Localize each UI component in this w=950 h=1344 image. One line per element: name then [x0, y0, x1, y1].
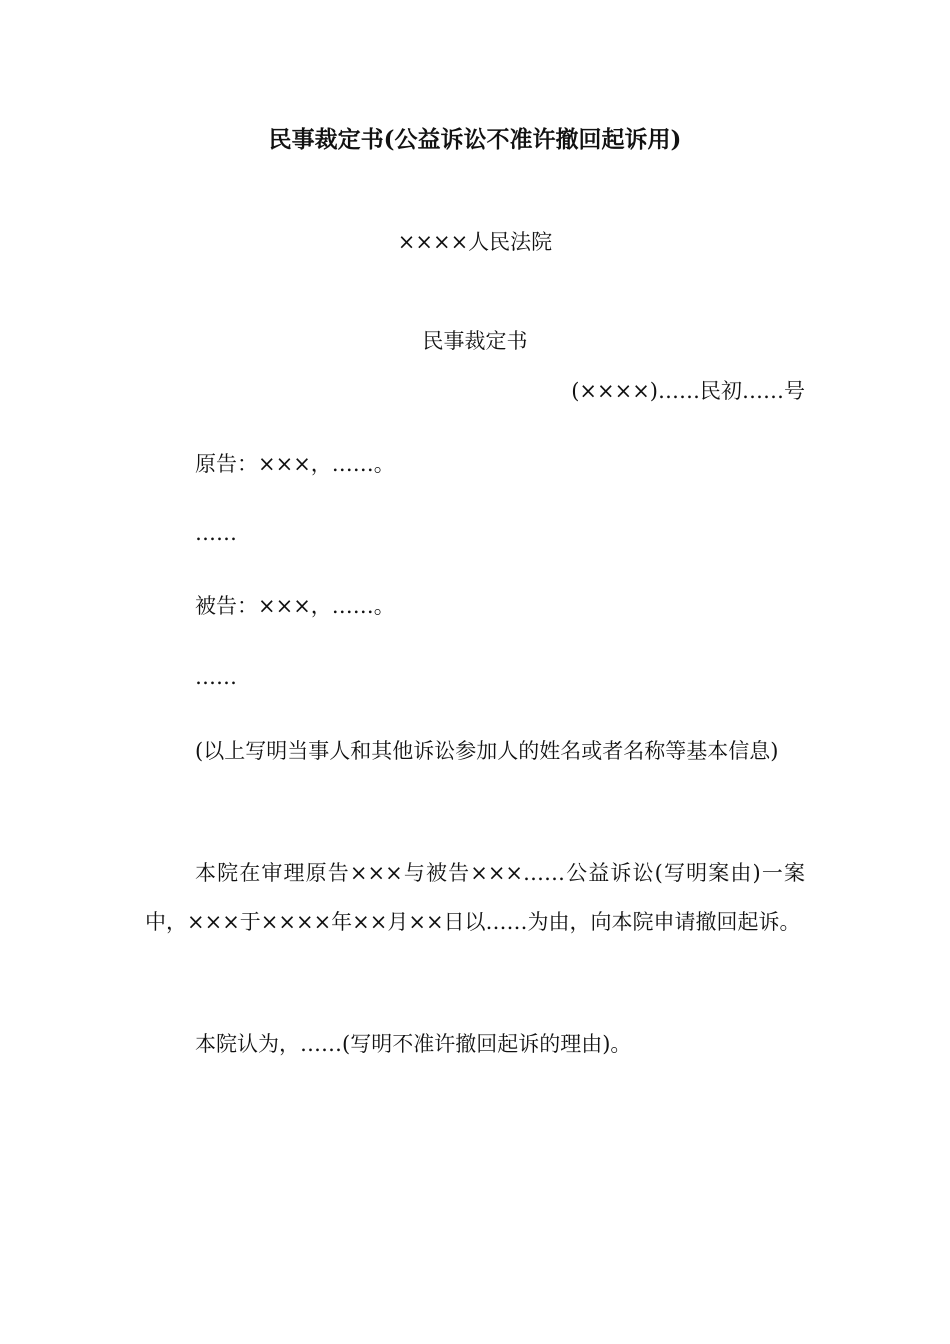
case-facts-paragraph: 本院在审理原告×××与被告×××……公益诉讼(写明案由)一案中，×××于××××年××月××日以……为由，向本院申请撤回起诉。 [145, 861, 805, 934]
document-type-heading: 民事裁定书 [422, 329, 528, 353]
case-number: (××××)……民初……号 [571, 379, 805, 403]
defendant-ellipsis: …… [195, 665, 237, 689]
plaintiff-line: 原告：×××，……。 [195, 452, 395, 476]
plaintiff-ellipsis: …… [195, 521, 237, 545]
defendant-line: 被告：×××，……。 [195, 594, 395, 618]
court-name: ××××人民法院 [397, 230, 553, 254]
document-title: 民事裁定书(公益诉讼不准许撤回起诉用) [268, 126, 682, 153]
party-info-note: (以上写明当事人和其他诉讼参加人的姓名或者名称等基本信息) [195, 739, 779, 763]
court-opinion-paragraph: 本院认为，……(写明不准许撤回起诉的理由)。 [195, 1032, 632, 1056]
